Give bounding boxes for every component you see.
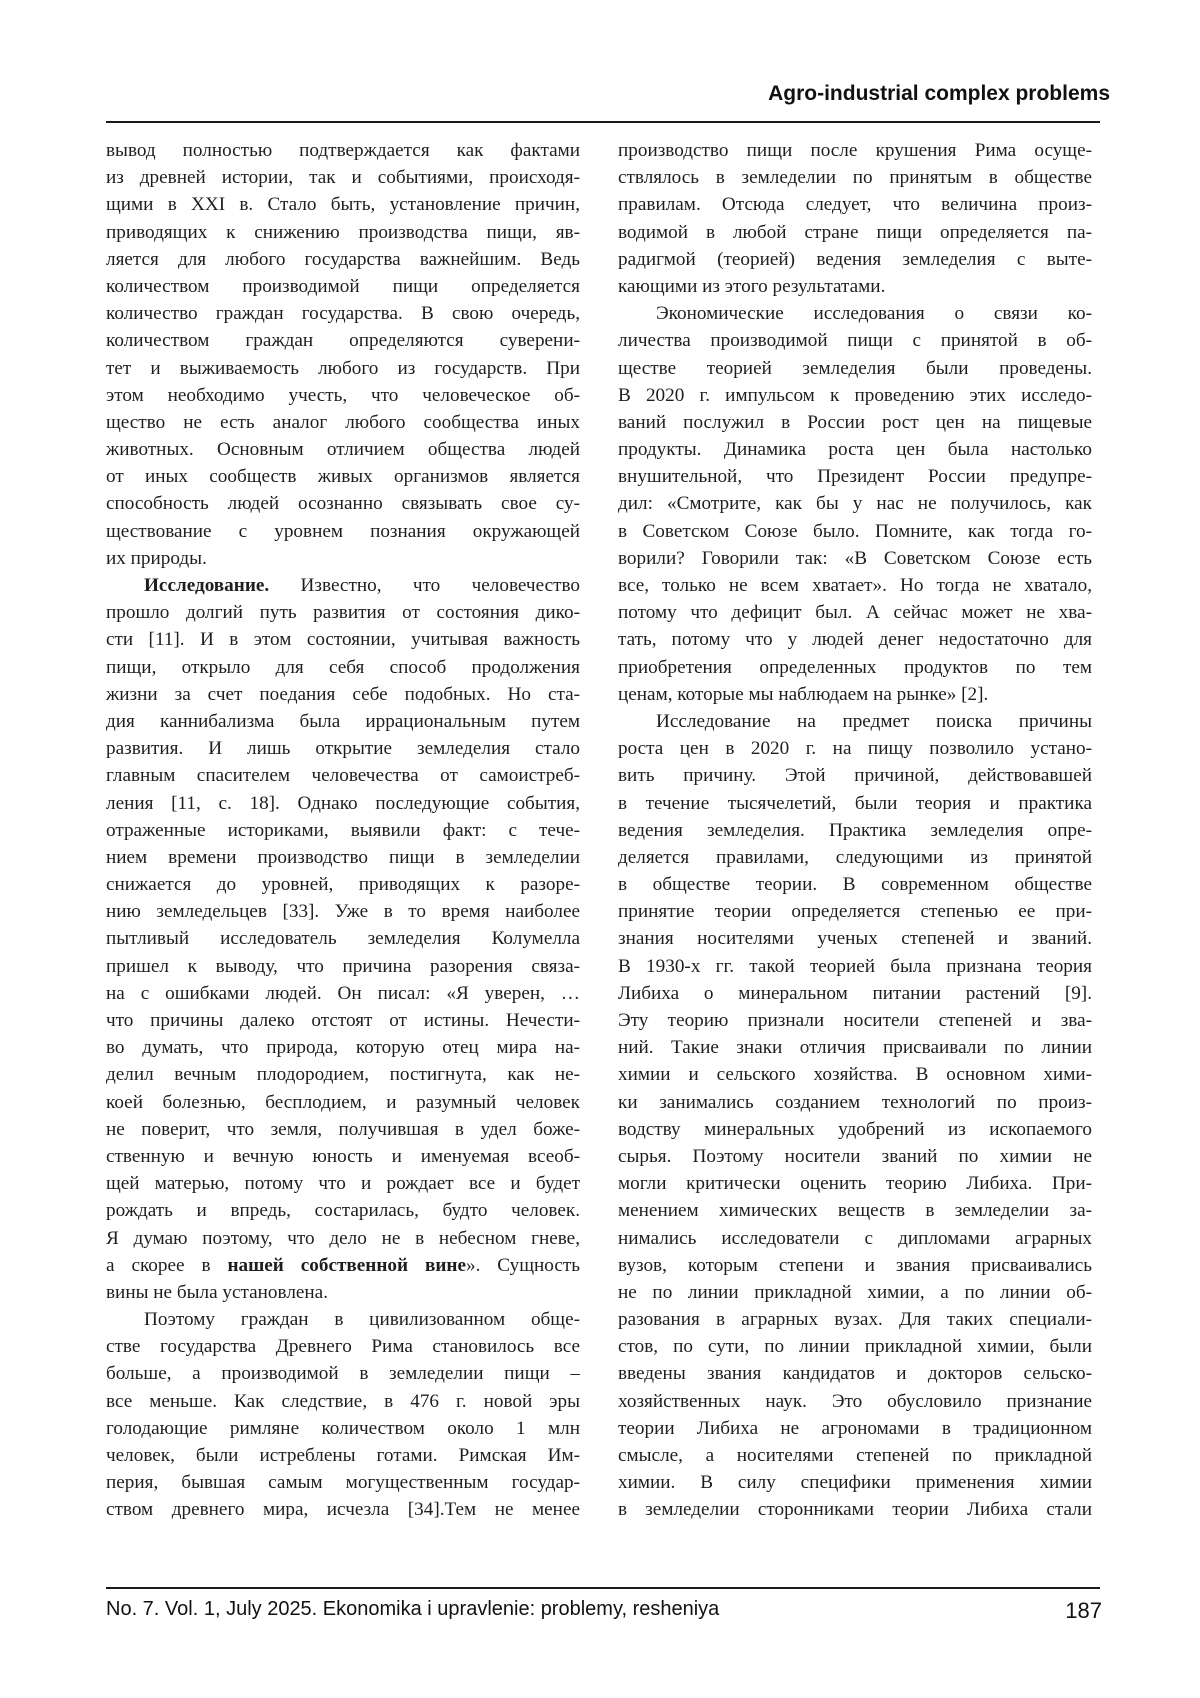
text-run: ляется для любого государства важнейшим. Ведь	[106, 248, 580, 270]
text-line	[106, 327, 580, 354]
text-line	[618, 654, 1092, 681]
text-line	[106, 191, 580, 218]
text-run: голодающие римляне количеством около 1 млн	[106, 1417, 580, 1439]
header-rule	[106, 121, 1100, 123]
text-run: В 1930-х гг. такой теорией была признана теория	[618, 955, 1092, 977]
text-run: знания носителями ученых степеней и званий.	[618, 928, 1092, 950]
text-line	[618, 490, 1092, 517]
text-line	[618, 1089, 1092, 1116]
text-line	[106, 572, 580, 599]
text-run: ний. Такие знаки отличия присваивали по линии	[618, 1037, 1092, 1059]
text-run: приобретения определенных продуктов по тем	[618, 656, 1092, 678]
text-run: ваний послужил в России рост цен на пищевые	[618, 411, 1092, 433]
text-run: щество не есть аналог любого сообщества иных	[106, 411, 580, 433]
text-line	[106, 1197, 580, 1224]
text-line	[106, 1469, 580, 1496]
text-run: вузов, которым степени и звания присваивались	[618, 1254, 1092, 1276]
text-line	[618, 1116, 1092, 1143]
text-run: стве государства Древнего Рима становилось все	[106, 1336, 580, 1358]
text-run: нимались исследователи с дипломами аграрных	[618, 1227, 1092, 1249]
text-run: животных. Основным отличием общества людей	[106, 439, 580, 461]
text-run: вить причину. Этой причиной, действовавшей	[618, 765, 1092, 787]
text-run: пытливый исследователь земледелия Колумелла	[106, 928, 580, 950]
text-line	[106, 762, 580, 789]
text-run: в течение тысячелетий, были теория и практика	[618, 792, 1092, 814]
text-line	[106, 1388, 580, 1415]
text-line	[618, 572, 1092, 599]
text-run: водству минеральных удобрений из ископаемого	[618, 1118, 1092, 1140]
text-run: ». Сущность	[465, 1254, 580, 1276]
text-line	[618, 436, 1092, 463]
text-line	[106, 681, 580, 708]
text-run: главным спасителем человечества от самоистреб-	[106, 765, 580, 787]
text-line	[106, 1279, 580, 1306]
text-line	[618, 1360, 1092, 1387]
text-line	[618, 518, 1092, 545]
text-line	[618, 980, 1092, 1007]
text-run: правилам. Отсюда следует, что величина произ-	[618, 194, 1092, 216]
text-run: хозяйственных наук. Это обусловило признание	[618, 1390, 1092, 1412]
text-run: этом необходимо учесть, что человеческое об-	[106, 384, 580, 406]
text-line	[618, 1388, 1092, 1415]
text-run: делил вечным плодородием, постигнута, как не-	[106, 1064, 580, 1086]
text-line	[106, 1442, 580, 1469]
text-run: химии и сельского хозяйства. В основном хими-	[618, 1064, 1092, 1086]
text-line	[106, 436, 580, 463]
text-run: Эту теорию признали носители степеней и зва-	[618, 1010, 1092, 1031]
text-line	[618, 273, 1092, 300]
text-line	[106, 246, 580, 273]
text-line	[106, 1333, 580, 1360]
text-run: ственную и вечную юность и именуемая всеоб-	[106, 1145, 580, 1167]
text-run: вывод полностью подтверждается как фактами	[106, 140, 580, 161]
text-line	[618, 1279, 1092, 1306]
text-line	[106, 1089, 580, 1116]
text-run: внушительной, что Президент России предупре-	[618, 466, 1092, 488]
text-run: количеством производимой пищи определяется	[106, 275, 580, 297]
text-line	[106, 355, 580, 382]
text-run: ществование с уровнем познания окружающей	[106, 520, 580, 542]
footer-rule	[106, 1587, 1100, 1589]
text-run: количество граждан государства. В свою очередь,	[106, 303, 580, 325]
text-run: Я думаю поэтому, что дело не в небесном гневе,	[106, 1227, 580, 1249]
text-line	[618, 681, 1092, 708]
text-line	[106, 790, 580, 817]
text-run: нием времени производство пищи в земледелии	[106, 846, 580, 868]
text-line	[106, 626, 580, 653]
text-run: человек, были истреблены готами. Римская Им-	[106, 1445, 580, 1466]
text-run: принятие теории определяется степенью ее при-	[618, 901, 1092, 923]
text-line	[106, 1116, 580, 1143]
text-run: не по линии прикладной химии, а по линии об-	[618, 1281, 1092, 1303]
text-run: кающими из этого результатами.	[618, 275, 886, 297]
text-line	[106, 708, 580, 735]
text-run: в обществе теории. В современном обществе	[618, 874, 1092, 896]
text-line	[106, 300, 580, 327]
text-run: отраженные историками, выявили факт: с тече-	[106, 819, 580, 841]
text-run: вины не была установлена.	[106, 1281, 328, 1303]
bold-run: нашей собственной вине	[227, 1254, 466, 1276]
text-run: Либиха о минеральном питании растений [9].	[618, 982, 1092, 1004]
text-run: ствлялось в земледелии по принятым в обществе	[618, 167, 1092, 189]
text-line	[618, 355, 1092, 382]
text-run: ством древнего мира, исчезла [34].Тем не менее	[106, 1499, 580, 1521]
text-line	[618, 1061, 1092, 1088]
text-run: Известно, что человечество	[269, 575, 580, 596]
text-line	[618, 191, 1092, 218]
text-line	[106, 898, 580, 925]
text-line	[618, 762, 1092, 789]
text-line	[106, 490, 580, 517]
text-run: пришел к выводу, что причина разорения связа-	[106, 955, 580, 977]
text-line	[106, 1143, 580, 1170]
text-line	[618, 1496, 1092, 1523]
text-line	[106, 1252, 580, 1279]
text-run: тет и выживаемость любого из государств. При	[106, 357, 580, 379]
text-line	[106, 1496, 580, 1523]
text-run: количеством граждан определяются суверени-	[106, 330, 580, 352]
text-run: щей матерью, потому что и рождает все и будет	[106, 1173, 580, 1195]
text-line	[106, 382, 580, 409]
text-line	[618, 463, 1092, 490]
text-run: в земледелии сторонниками теории Либиха стали	[618, 1499, 1092, 1521]
text-line	[618, 1333, 1092, 1360]
text-run: продукты. Динамика роста цен была настолько	[618, 439, 1092, 461]
text-run: ления [11, с. 18]. Однако последующие события,	[106, 792, 580, 814]
text-run: деляется правилами, следующими из принятой	[618, 846, 1092, 868]
text-run: стов, по сути, по линии прикладной химии, были	[618, 1336, 1092, 1358]
text-line	[618, 137, 1092, 164]
text-line	[618, 708, 1092, 735]
text-run: радигмой (теорией) ведения земледелия с выте-	[618, 248, 1092, 270]
text-line	[106, 844, 580, 871]
text-run: ки занимались созданием технологий по произ-	[618, 1091, 1092, 1113]
text-run: Экономические исследования о связи ко-	[656, 303, 1092, 325]
text-run: рождать и впредь, состарилась, будто человек.	[106, 1200, 580, 1222]
text-line	[106, 164, 580, 191]
text-run: производство пищи после крушения Рима осуще-	[618, 140, 1092, 161]
text-run: а скорее в	[106, 1254, 228, 1276]
text-run: способность людей осознанно связывать свое су-	[106, 493, 580, 515]
text-line	[618, 844, 1092, 871]
text-run: развития. И лишь открытие земледелия стало	[106, 738, 580, 760]
text-line	[618, 925, 1092, 952]
text-line	[618, 1252, 1092, 1279]
text-run: Исследование на предмет поиска причины	[656, 710, 1092, 732]
text-run: ворили? Говорили так: «В Советском Союзе есть	[618, 547, 1092, 569]
text-line	[618, 382, 1092, 409]
text-line	[618, 1143, 1092, 1170]
text-line	[106, 1170, 580, 1197]
text-run: все меньше. Как следствие, в 476 г. новой эры	[106, 1390, 580, 1412]
text-run: перия, бывшая самым могущественным государ-	[106, 1472, 580, 1494]
text-line	[618, 626, 1092, 653]
text-run: больше, а производимой в земледелии пищи –	[106, 1363, 580, 1385]
text-run: смысле, а носителями степеней по прикладной	[618, 1445, 1092, 1466]
text-run: от иных сообществ живых организмов является	[106, 466, 580, 488]
text-run: снижается до уровней, приводящих к разоре-	[106, 874, 580, 896]
running-header: Agro-industrial complex problems	[768, 82, 1110, 105]
text-run: их природы.	[106, 547, 207, 569]
text-run: В 2020 г. импульсом к проведению этих исследо-	[618, 384, 1092, 406]
text-line	[618, 735, 1092, 762]
text-line	[618, 1034, 1092, 1061]
text-line	[106, 137, 580, 164]
text-line	[106, 980, 580, 1007]
text-line	[618, 545, 1092, 572]
left-column	[106, 137, 580, 1524]
text-run: все, только не всем хватает». Но тогда не хватало,	[618, 575, 1092, 596]
text-line	[106, 1415, 580, 1442]
text-run: дил: «Смотрите, как бы у нас не получилось, как	[618, 493, 1092, 515]
text-line	[106, 1034, 580, 1061]
text-line	[106, 219, 580, 246]
text-run: в Советском Союзе было. Помните, как тогда го-	[618, 520, 1092, 542]
text-run: введены звания кандидатов и докторов сельско-	[618, 1363, 1092, 1385]
text-line	[106, 1306, 580, 1333]
text-run: прошло долгий путь развития от состояния дико-	[106, 602, 580, 624]
text-line	[618, 898, 1092, 925]
text-line	[106, 817, 580, 844]
text-line	[618, 246, 1092, 273]
text-run: щими в XXI в. Стало быть, установление причин,	[106, 194, 580, 216]
text-line	[618, 327, 1092, 354]
text-run: разования в аграрных вузах. Для таких специали-	[618, 1309, 1092, 1331]
text-line	[618, 871, 1092, 898]
text-line	[106, 518, 580, 545]
text-line	[618, 300, 1092, 327]
text-run: могли критически оценить теорию Либиха. При-	[618, 1173, 1092, 1195]
text-line	[618, 599, 1092, 626]
text-line	[106, 1061, 580, 1088]
text-line	[106, 735, 580, 762]
text-run: дия каннибализма была иррациональным путем	[106, 710, 580, 732]
text-line	[106, 599, 580, 626]
text-run: ществе теорией земледелия были проведены.	[618, 357, 1092, 379]
text-line	[106, 463, 580, 490]
text-line	[106, 545, 580, 572]
text-line	[618, 1007, 1092, 1034]
bold-run: Исследование.	[144, 575, 270, 596]
text-run: потому что дефицит был. А сейчас может не хва-	[618, 602, 1092, 624]
text-run: роста цен в 2020 г. на пищу позволило устано-	[618, 738, 1092, 760]
text-run: из древней истории, так и событиями, происходя-	[106, 167, 580, 189]
text-line	[618, 164, 1092, 191]
text-line	[106, 409, 580, 436]
text-run: химии. В силу специфики применения химии	[618, 1472, 1092, 1494]
text-run: менением химических веществ в земледелии за-	[618, 1200, 1092, 1222]
text-line	[618, 219, 1092, 246]
text-run: сти [11]. И в этом состоянии, учитывая важность	[106, 629, 580, 651]
text-run: тать, потому что у людей денег недостаточно для	[618, 629, 1092, 651]
text-line	[618, 790, 1092, 817]
text-run: на с ошибками людей. Он писал: «Я уверен, …	[106, 982, 580, 1004]
page-number: 187	[1065, 1598, 1102, 1623]
text-line	[618, 1415, 1092, 1442]
text-line	[106, 1007, 580, 1034]
text-line	[618, 1197, 1092, 1224]
text-line	[106, 273, 580, 300]
text-run: что причины далеко отстоят от истины. Нечести-	[106, 1010, 580, 1031]
text-run: ведения земледелия. Практика земледелия опре-	[618, 819, 1092, 841]
text-run: нию земледельцев [33]. Уже в то время наиболее	[106, 901, 580, 923]
journal-citation: No. 7. Vol. 1, July 2025. Ekonomika i upravlenie: problemy, resheniya	[106, 1598, 720, 1620]
text-line	[618, 1469, 1092, 1496]
text-line	[106, 925, 580, 952]
text-run: водимой в любой стране пищи определяется па-	[618, 221, 1092, 243]
right-column	[618, 137, 1092, 1524]
text-run: не поверит, что земля, получившая в удел боже-	[106, 1118, 580, 1140]
text-line	[106, 953, 580, 980]
text-run: теории Либиха не агрономами в традиционном	[618, 1417, 1092, 1439]
text-line	[618, 1306, 1092, 1333]
text-line	[618, 409, 1092, 436]
text-line	[106, 654, 580, 681]
text-line	[106, 871, 580, 898]
text-run: коей болезнью, бесплодием, и разумный человек	[106, 1091, 580, 1113]
text-run: личества производимой пищи с принятой в об-	[618, 330, 1092, 352]
text-line	[106, 1360, 580, 1387]
text-line	[618, 953, 1092, 980]
text-line	[618, 817, 1092, 844]
text-run: ценам, которые мы наблюдаем на рынке» [2].	[618, 683, 989, 705]
text-run: жизни за счет поедания себе подобных. Но ста-	[106, 683, 580, 705]
text-run: Поэтому граждан в цивилизованном обще-	[144, 1309, 580, 1331]
text-line	[106, 1225, 580, 1252]
text-line	[618, 1225, 1092, 1252]
text-line	[618, 1442, 1092, 1469]
text-run: приводящих к снижению производства пищи, яв-	[106, 221, 580, 243]
text-line	[618, 1170, 1092, 1197]
text-run: во думать, что природа, которую отец мира на-	[106, 1037, 580, 1059]
text-run: сырья. Поэтому носители званий по химии не	[618, 1145, 1092, 1167]
text-run: пищи, открыло для себя способ продолжения	[106, 656, 580, 678]
